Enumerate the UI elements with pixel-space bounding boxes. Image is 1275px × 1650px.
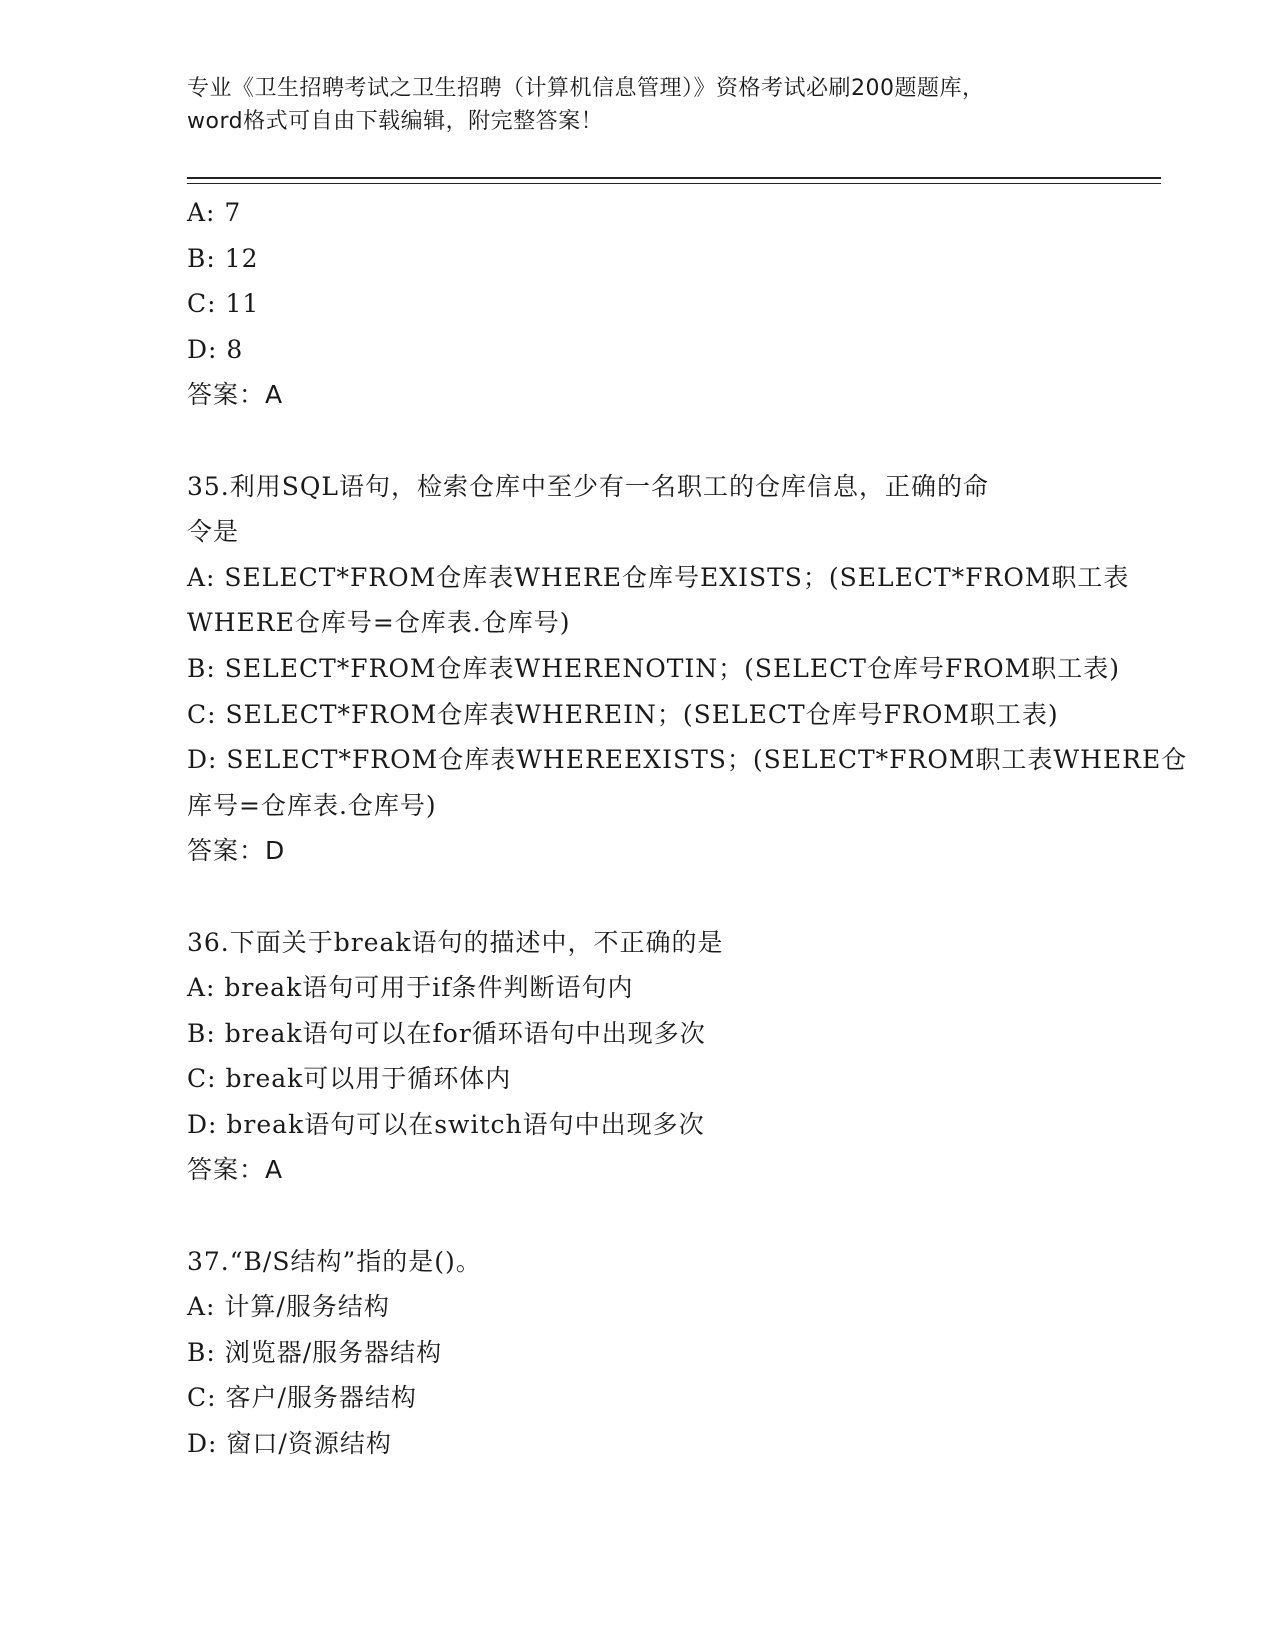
option-c: C: break可以用于循环体内 xyxy=(187,1064,512,1094)
header-title-line-1: 专业《卫生招聘考试之卫生招聘（计算机信息管理）》资格考试必刷200题题库， xyxy=(187,76,985,101)
option-d: D: 8 xyxy=(187,334,244,364)
header-rule-thick xyxy=(187,177,1161,179)
spacer xyxy=(187,874,1087,920)
spacer xyxy=(187,418,1087,464)
question-stem-line-1: 35.利用SQL语句，检索仓库中至少有一名职工的仓库信息，正确的命 xyxy=(187,471,989,501)
answer-line: 答案：D xyxy=(187,836,286,866)
question-stem-line-2: 令是 xyxy=(187,517,240,547)
option-c: C: 11 xyxy=(187,289,260,319)
option-a-line-2: WHERE仓库号=仓库表.仓库号) xyxy=(187,608,571,638)
option-a-line-1: A: SELECT*FROM仓库表WHERE仓库号EXISTS；(SELECT*FROM职工表 xyxy=(187,562,1130,592)
answer-line: 答案：A xyxy=(187,1155,284,1185)
question-36 xyxy=(187,920,1087,1194)
option-a: A: 计算/服务结构 xyxy=(187,1292,390,1322)
answer-line: 答案：A xyxy=(187,380,284,410)
question-37 xyxy=(187,1239,1087,1467)
option-b: B: 浏览器/服务器结构 xyxy=(187,1337,443,1367)
question-34-tail xyxy=(187,190,1087,418)
question-stem: 37.“B/S结构”指的是()。 xyxy=(187,1246,482,1276)
option-d-line-2: 库号=仓库表.仓库号) xyxy=(187,790,437,820)
document-header xyxy=(187,72,1087,138)
question-stem: 36.下面关于break语句的描述中，不正确的是 xyxy=(187,927,724,957)
option-d: D: break语句可以在switch语句中出现多次 xyxy=(187,1109,705,1139)
option-d: D: 窗口/资源结构 xyxy=(187,1429,392,1459)
option-b: B: SELECT*FROM仓库表WHERENOTIN；(SELECT仓库号FROM职工表) xyxy=(187,653,1120,683)
option-c: C: SELECT*FROM仓库表WHEREIN；(SELECT仓库号FROM职工表) xyxy=(187,699,1059,729)
spacer xyxy=(187,1193,1087,1239)
option-b: B: 12 xyxy=(187,243,259,273)
option-a: A: break语句可用于if条件判断语句内 xyxy=(187,973,634,1003)
option-a: A: 7 xyxy=(187,198,242,227)
option-b: B: break语句可以在for循环语句中出现多次 xyxy=(187,1018,706,1048)
question-list xyxy=(187,190,1188,1467)
header-title-line-2: word格式可自由下载编辑，附完整答案！ xyxy=(187,109,604,134)
question-35 xyxy=(187,464,1188,874)
option-d-line-1: D: SELECT*FROM仓库表WHEREEXISTS；(SELECT*FROM职工表WHERE仓 xyxy=(187,745,1188,775)
header-rule-thin xyxy=(187,183,1161,184)
option-c: C: 客户/服务器结构 xyxy=(187,1383,417,1413)
